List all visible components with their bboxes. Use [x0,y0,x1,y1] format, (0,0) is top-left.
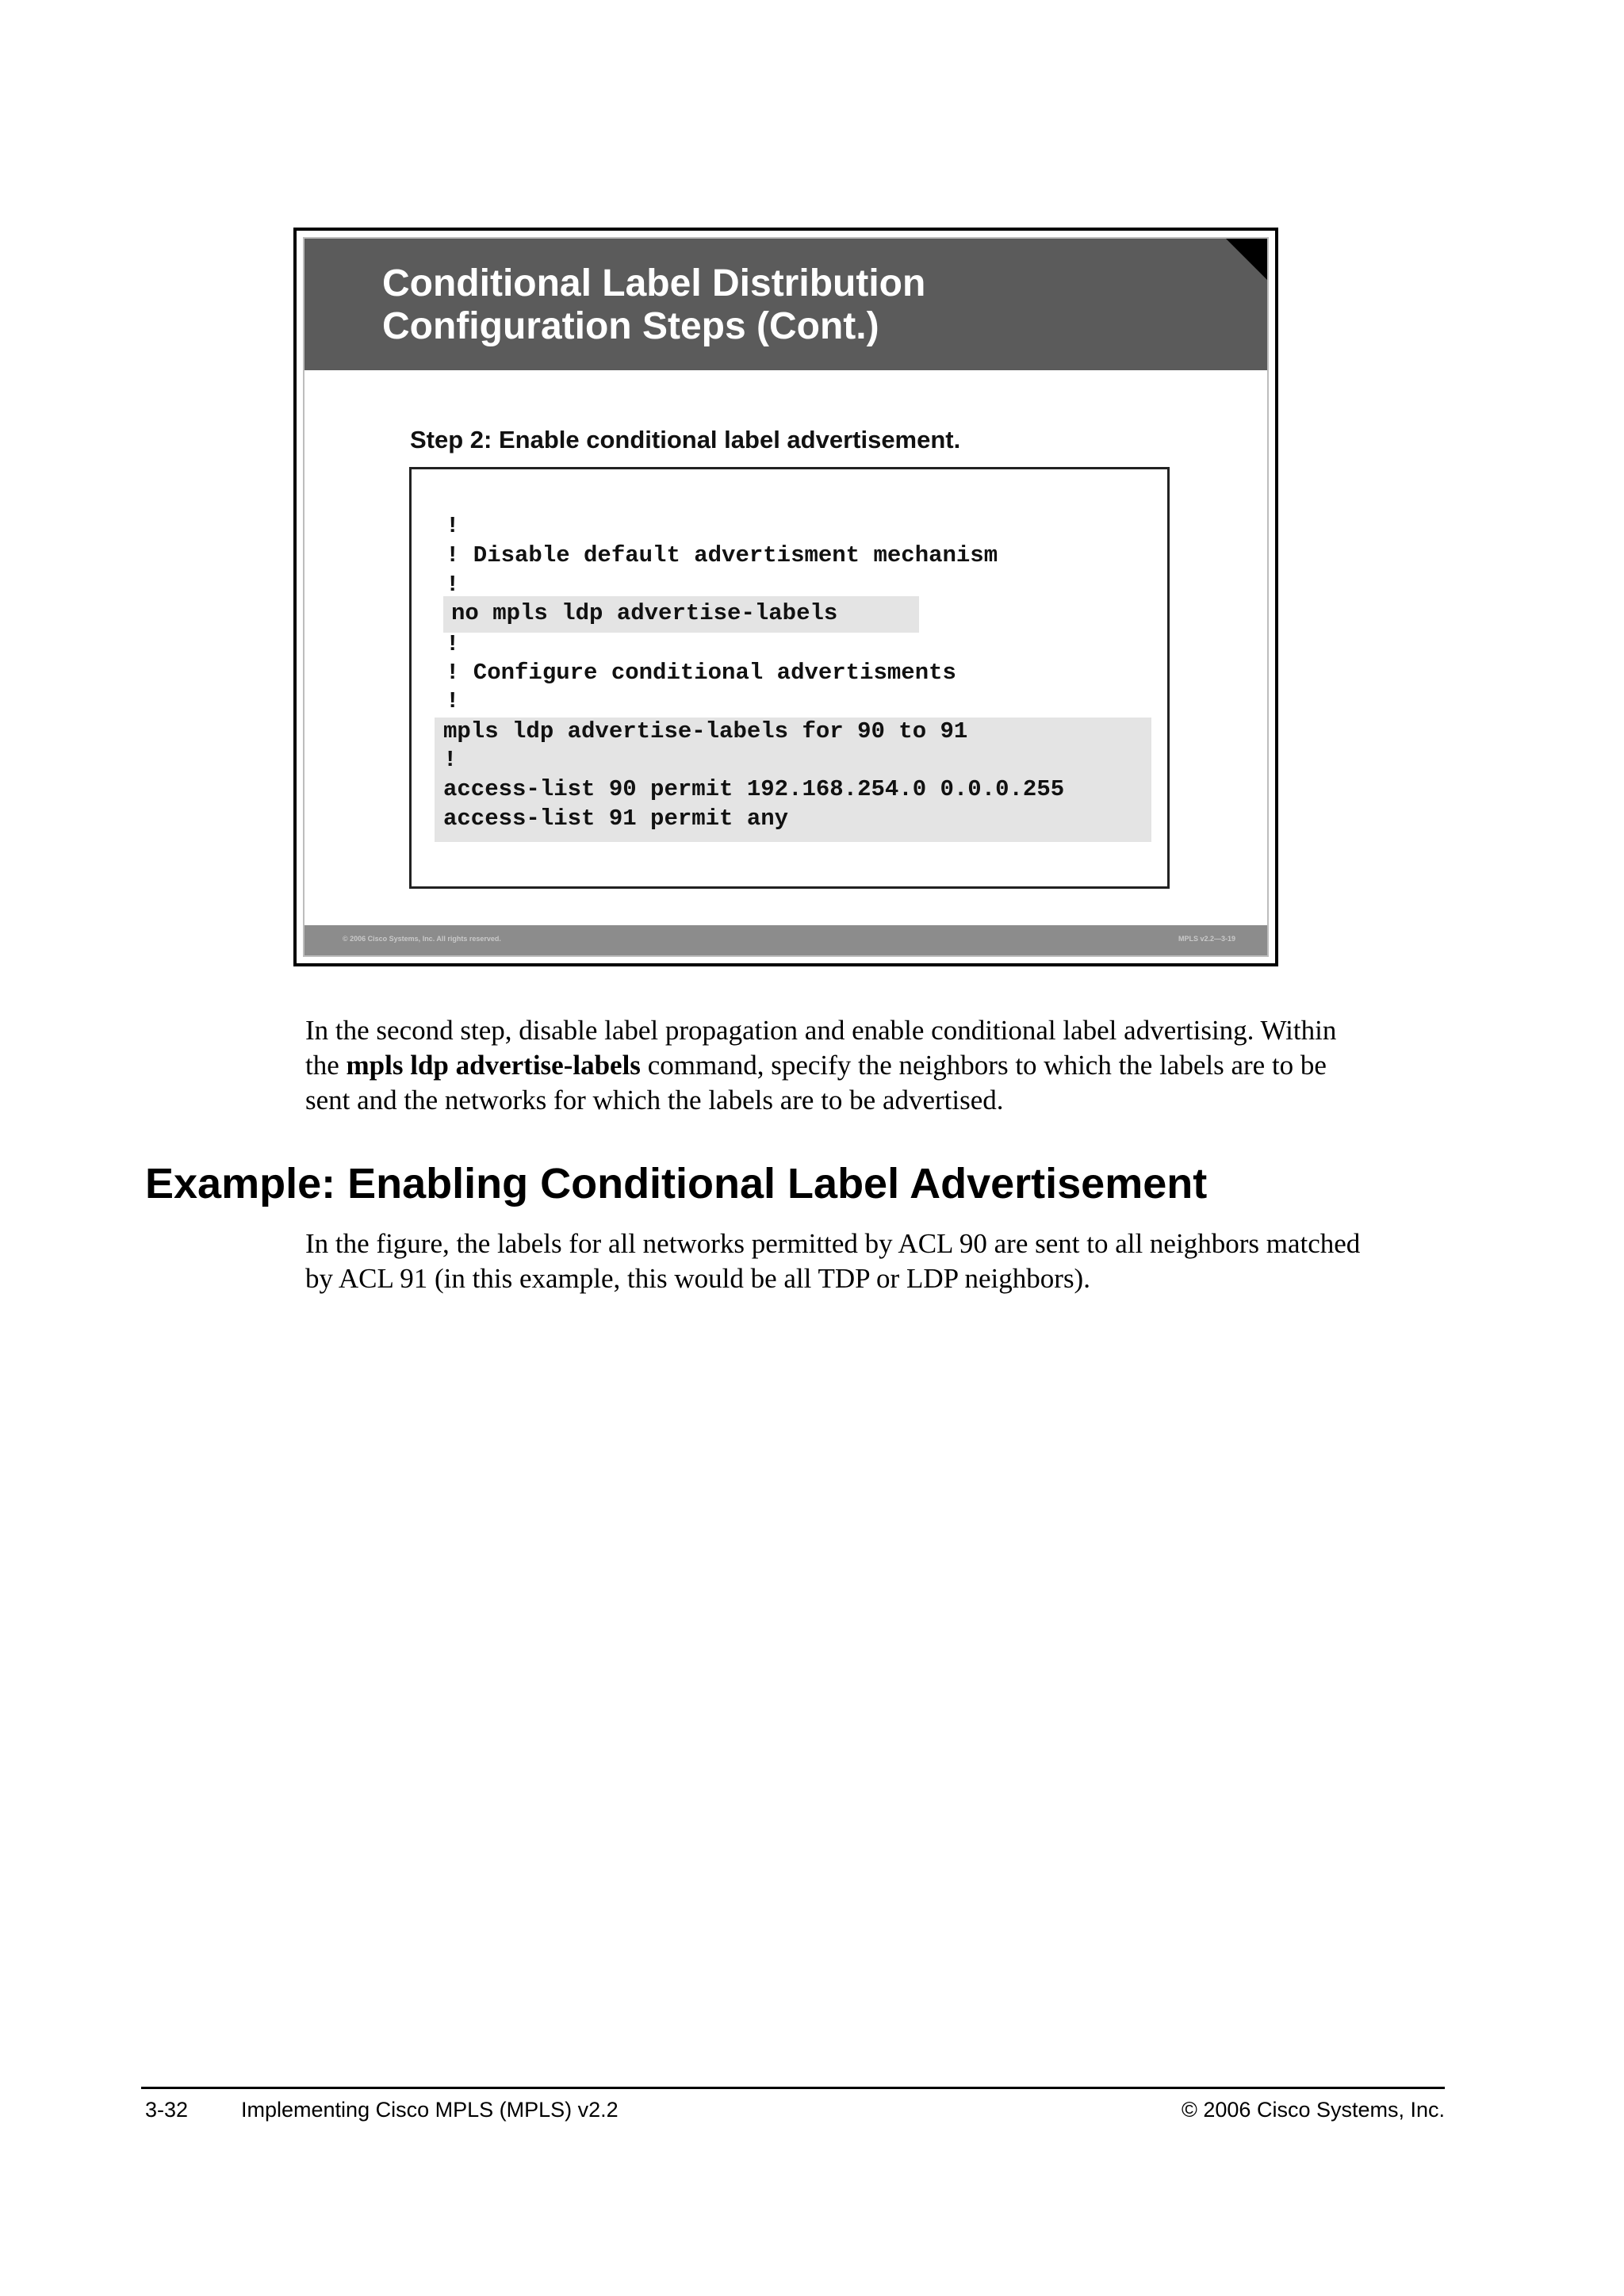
page-number: 3-32 [145,2098,189,2122]
paragraph-line: sent and the networks for which the labels are to be advertised. [305,1085,1004,1115]
code-box [409,467,1170,889]
code-line: ! Disable default advertisment mechanism [446,542,998,568]
code-line: mpls ldp advertise-labels for 90 to 91 [443,718,968,744]
command-name: mpls ldp advertise-labels [346,1050,641,1081]
text-run: the [305,1050,347,1081]
paragraph-step-two [305,1013,1336,1118]
slide-header [304,239,1267,370]
code-line: ! [446,688,460,714]
paragraph-line [305,1048,1336,1083]
book-title: Implementing Cisco MPLS (MPLS) v2.2 [241,2098,619,2122]
slide-footer-copyright: © 2006 Cisco Systems, Inc. All rights reserved. [343,935,501,943]
step-heading: Step 2: Enable conditional label advertisement. [410,426,961,453]
code-line: access-list 90 permit 192.168.254.0 0.0.0.255 [443,776,1065,802]
code-line: no mpls ldp advertise-labels [451,600,838,626]
slide-title-line-1: Conditional Label Distribution [382,262,926,304]
code-line: ! Configure conditional advertisments [446,660,956,686]
slide-footer-id: MPLS v2.2—3-19 [1178,935,1235,943]
code-line: access-list 91 permit any [443,806,789,832]
text-run: command, specify the neighbors to which the labels are to be [640,1050,1327,1081]
code-line: ! [446,631,460,657]
footer-rule [141,2087,1445,2089]
paragraph-example [305,1226,1360,1296]
corner-triangle-decoration [1226,239,1267,280]
paragraph-line: In the second step, disable label propagation and enable conditional label advertising. Within [305,1015,1337,1046]
page-copyright: © 2006 Cisco Systems, Inc. [1181,2098,1445,2122]
slide-title [382,262,925,348]
code-line: ! [446,513,460,539]
paragraph-line: by ACL 91 (in this example, this would be all TDP or LDP neighbors). [305,1263,1090,1294]
code-line: ! [446,572,460,598]
slide-title-line-2: Configuration Steps (Cont.) [382,305,879,347]
slide-figure [293,228,1278,966]
paragraph-line: In the figure, the labels for all networks permitted by ACL 90 are sent to all neighbors matched [305,1228,1361,1259]
slide-footer [304,925,1267,955]
code-line: ! [443,747,458,773]
slide-content [303,237,1269,957]
section-heading: Example: Enabling Conditional Label Advertisement [145,1160,1208,1207]
